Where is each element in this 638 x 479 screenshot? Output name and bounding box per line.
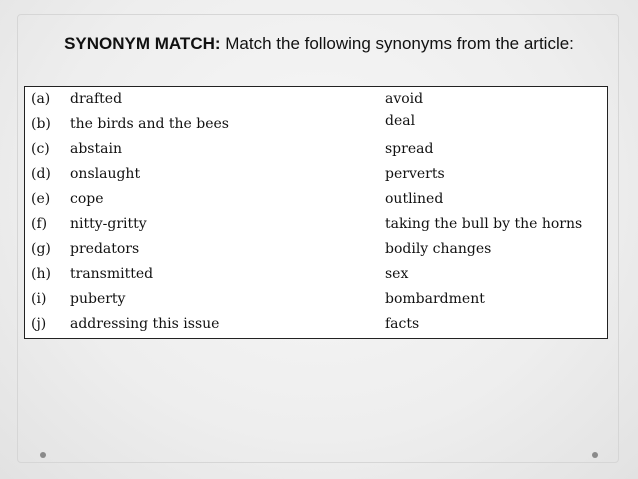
slide-title xyxy=(0,34,638,54)
table-row xyxy=(25,163,607,188)
row-letter: (j) xyxy=(31,316,47,332)
row-letter: (a) xyxy=(31,91,51,107)
row-letter: (i) xyxy=(31,291,47,307)
row-synonym: outlined xyxy=(385,191,444,207)
table-row xyxy=(25,138,607,163)
row-term: abstain xyxy=(70,141,122,157)
row-term: the birds and the bees xyxy=(70,116,229,132)
row-term: puberty xyxy=(70,291,126,307)
row-letter: (c) xyxy=(31,141,50,157)
synonym-table xyxy=(24,86,608,339)
table-row xyxy=(25,188,607,213)
row-letter: (b) xyxy=(31,116,51,132)
table-row xyxy=(25,263,607,288)
table-row xyxy=(25,288,607,313)
row-letter: (h) xyxy=(31,266,51,282)
row-synonym: perverts xyxy=(385,166,445,182)
row-synonym: bodily changes xyxy=(385,241,492,257)
table-row xyxy=(25,113,607,138)
row-term: nitty-gritty xyxy=(70,216,147,232)
row-synonym: bombardment xyxy=(385,291,485,307)
row-synonym: deal xyxy=(385,113,416,129)
decorative-dot-right xyxy=(592,452,598,458)
row-term: drafted xyxy=(70,91,123,107)
table-row xyxy=(25,238,607,263)
row-synonym: taking the bull by the horns xyxy=(385,216,583,232)
row-synonym: spread xyxy=(385,141,434,157)
row-synonym: sex xyxy=(385,266,409,282)
table-row xyxy=(25,88,607,113)
row-synonym: avoid xyxy=(385,91,424,107)
row-letter: (e) xyxy=(31,191,51,207)
table-row xyxy=(25,313,607,338)
row-term: onslaught xyxy=(70,166,141,182)
decorative-dot-left xyxy=(40,452,46,458)
row-letter: (f) xyxy=(31,216,48,232)
row-term: addressing this issue xyxy=(70,316,220,332)
table-row xyxy=(25,213,607,238)
title-text: Match the following synonyms from the article: xyxy=(220,34,574,53)
row-synonym: facts xyxy=(385,316,420,332)
row-letter: (d) xyxy=(31,166,51,182)
title-bold: SYNONYM MATCH: xyxy=(64,34,221,53)
row-term: cope xyxy=(70,191,104,207)
row-letter: (g) xyxy=(31,241,51,257)
row-term: transmitted xyxy=(70,266,154,282)
row-term: predators xyxy=(70,241,140,257)
